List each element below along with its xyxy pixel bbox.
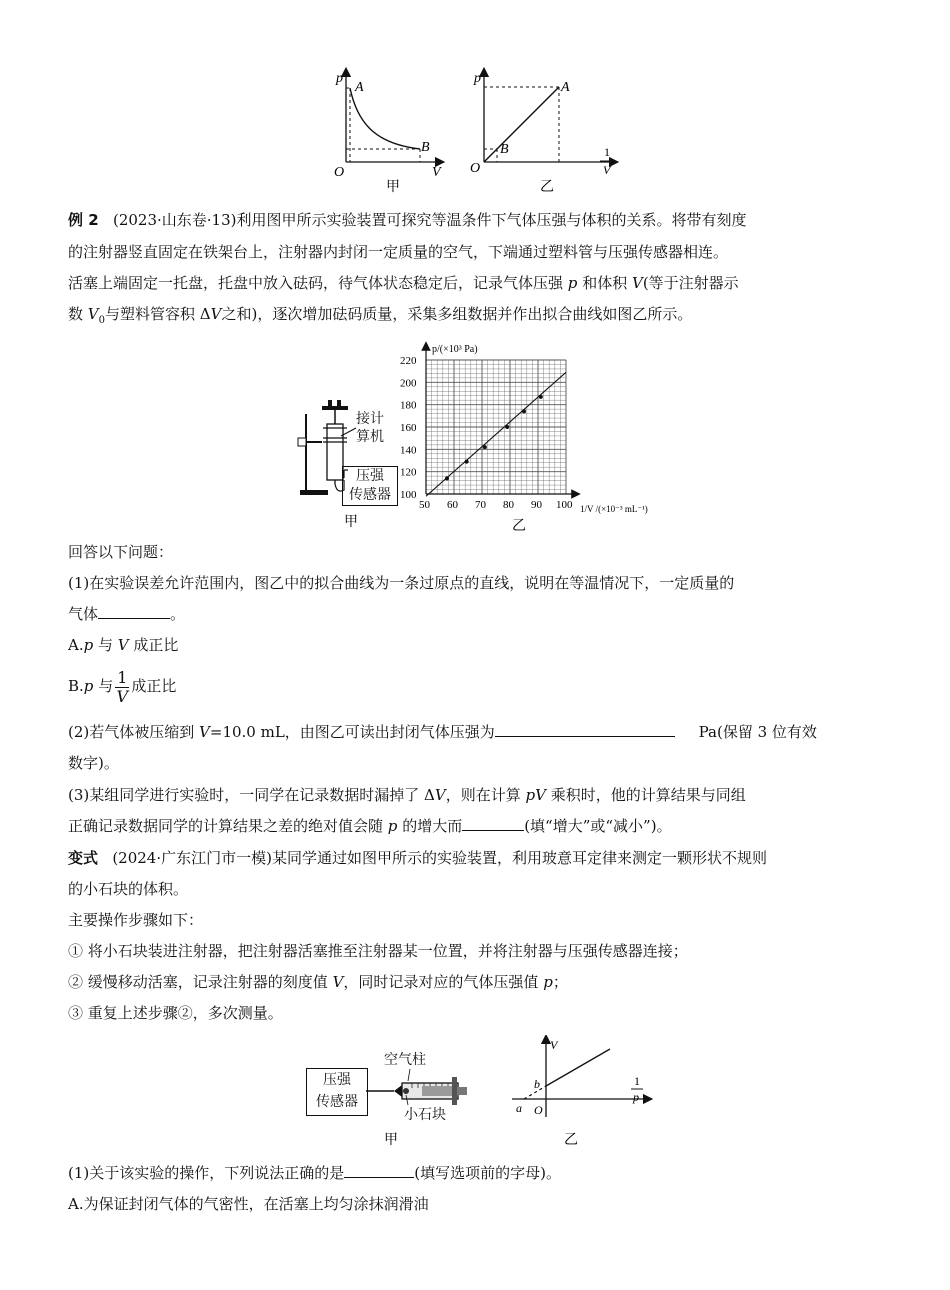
bottom-yi-origin: O xyxy=(534,1103,543,1117)
top-figure-jia xyxy=(328,66,448,196)
yi-origin: O xyxy=(470,161,481,176)
q3-line1: (3)某组同学进行实验时，一同学在记录数据时漏掉了 ΔV，则在计算 pV 乘积时，他的计算结果与同组 xyxy=(68,786,746,804)
q1-option-a: A.p 与 V 成正比 xyxy=(68,636,179,654)
q3-line2: 正确记录数据同学的计算结果之差的绝对值会随 p 的增大而 (填“增大”或“减小”)。 xyxy=(68,811,882,842)
chart-ylabel: p/(×10³ Pa) xyxy=(432,344,478,355)
jia-ylabel: p xyxy=(336,71,343,86)
y-tick-label: 140 xyxy=(400,444,417,457)
bottom-yi-label-a: a xyxy=(516,1101,522,1115)
bottom-yi-xlabel-den: p xyxy=(633,1090,639,1104)
variant-line1: 变式 (2024·广东江门市一模)某同学通过如图甲所示的实验装置，利用玻意耳定律来测定一颗形状不规则 xyxy=(68,849,767,867)
y-tick-label: 180 xyxy=(400,399,417,412)
jia-point-a: A xyxy=(355,80,364,95)
yi-point-a: A xyxy=(561,80,570,95)
chart-grid xyxy=(426,360,566,494)
jia-xlabel: V xyxy=(432,165,441,180)
q2-answer-blank[interactable] xyxy=(495,718,675,737)
x-tick-label: 60 xyxy=(447,499,458,511)
example2-line3: 活塞上端固定一托盘，托盘中放入砝码，待气体状态稳定后，记录气体压强 p 和体积 V(等于注射器示 xyxy=(68,274,739,292)
x-tick-label: 70 xyxy=(475,499,486,511)
apparatus-caption: 甲 xyxy=(344,515,358,530)
apparatus-figure xyxy=(292,398,404,530)
example2-line4: 数 $V_0$与塑料管容积 ΔV之和)，逐次增加砝码质量，采集多组数据并作出拟合曲线如图乙所示。 xyxy=(68,305,693,326)
yi-caption: 乙 xyxy=(540,180,554,195)
chart-xlabel: 1/V /(×10⁻³ mL⁻¹) xyxy=(580,504,648,514)
vq1-option-a: A.为保证封闭气体的气密性，在活塞上均匀涂抹润滑油 xyxy=(68,1195,429,1213)
data-point xyxy=(505,425,509,429)
q2-line2: 数字)。 xyxy=(68,754,119,772)
q2-line1: (2)若气体被压缩到 V=10.0 mL，由图乙可读出封闭气体压强为 Pa(保留 3 位有效 xyxy=(68,717,882,748)
q1-option-b: B.p 与 $\frac{1}{V}$ 成正比 xyxy=(68,667,177,706)
variant-step3: ③ 重复上述步骤②，多次测量。 xyxy=(68,1004,283,1022)
example2-line1: 例 2 (2023·山东卷·13)利用图甲所示实验装置可探究等温条件下气体压强与体积的关系。将带有刻度 xyxy=(68,211,747,229)
data-point xyxy=(522,409,526,413)
answer-intro: 回答以下问题： xyxy=(68,543,174,561)
bottom-yi-label-b: b xyxy=(534,1077,540,1091)
top-figure-yi xyxy=(466,66,626,196)
data-point xyxy=(483,445,487,449)
x-tick-label: 50 xyxy=(419,499,430,511)
variant-step2: ② 缓慢移动活塞，记录注射器的刻度值 V，同时记录对应的气体压强值 p； xyxy=(68,973,568,991)
bottom-figure-yi xyxy=(508,1035,658,1153)
q1-answer-blank[interactable] xyxy=(98,600,170,619)
jia-point-b: B xyxy=(421,140,430,155)
bottom-yi-xlabel-num: 1 xyxy=(634,1074,640,1088)
q1-line2: 气体 。 xyxy=(68,599,882,630)
q1-option-b-fraction: $\frac{1}{V}$ xyxy=(116,667,129,706)
variant-label: 变式 xyxy=(68,849,99,867)
yi-xlabel-den: V xyxy=(603,163,611,177)
y-tick-label: 200 xyxy=(400,377,417,390)
y-tick-label: 100 xyxy=(400,489,417,501)
bottom-yi-caption: 乙 xyxy=(564,1133,578,1148)
y-tick-label: 120 xyxy=(400,466,417,479)
x-tick-label: 80 xyxy=(503,499,514,511)
chart-caption: 乙 xyxy=(512,519,526,534)
stone-label: 小石块 xyxy=(404,1107,446,1123)
variant-steps-intro: 主要操作步骤如下： xyxy=(68,911,204,929)
yi-point-b: B xyxy=(500,142,509,157)
variant-step1: ① 将小石块装进注射器，把注射器活塞推至注射器某一位置，并将注射器与压强传感器连接； xyxy=(68,942,688,960)
yi-xlabel-num: 1 xyxy=(604,145,610,159)
jia-origin: O xyxy=(334,165,345,180)
data-point xyxy=(539,395,543,399)
q3-answer-blank[interactable] xyxy=(462,812,524,831)
pressure-sensor-box-bottom: 压强 传感器 xyxy=(306,1068,368,1116)
yi-ylabel: p xyxy=(474,71,481,86)
air-column-label: 空气柱 xyxy=(384,1052,426,1068)
data-point xyxy=(445,476,449,480)
pressure-sensor-box-mid: 压强 传感器 xyxy=(342,466,398,506)
variant-line2: 的小石块的体积。 xyxy=(68,880,189,898)
bottom-jia-caption: 甲 xyxy=(384,1133,398,1148)
pv-chart xyxy=(400,340,670,535)
x-tick-label: 100 xyxy=(556,499,573,511)
q1-line1: (1)在实验误差允许范围内，图乙中的拟合曲线为一条过原点的直线，说明在等温情况下，一定质量的 xyxy=(68,574,735,592)
example2-label: 例 2 xyxy=(68,211,99,229)
data-point xyxy=(465,460,469,464)
connect-computer-label: 接计 算机 xyxy=(356,411,384,445)
y-tick-label: 220 xyxy=(400,355,417,367)
bottom-yi-ylabel: V xyxy=(550,1038,558,1052)
example2-line2: 的注射器竖直固定在铁架台上，注射器内封闭一定质量的空气，下端通过塑料管与压强传感器相连。 xyxy=(68,243,729,261)
y-tick-label: 160 xyxy=(400,422,417,434)
x-tick-label: 90 xyxy=(531,499,542,511)
example2-source: (2023·山东卷·13) xyxy=(112,211,237,229)
vq1-answer-blank[interactable] xyxy=(344,1159,414,1178)
apparatus-drawing xyxy=(292,398,404,530)
vq1-line1: (1)关于该实验的操作，下列说法正确的是 (填写选项前的字母)。 xyxy=(68,1158,882,1189)
jia-caption: 甲 xyxy=(386,180,400,195)
